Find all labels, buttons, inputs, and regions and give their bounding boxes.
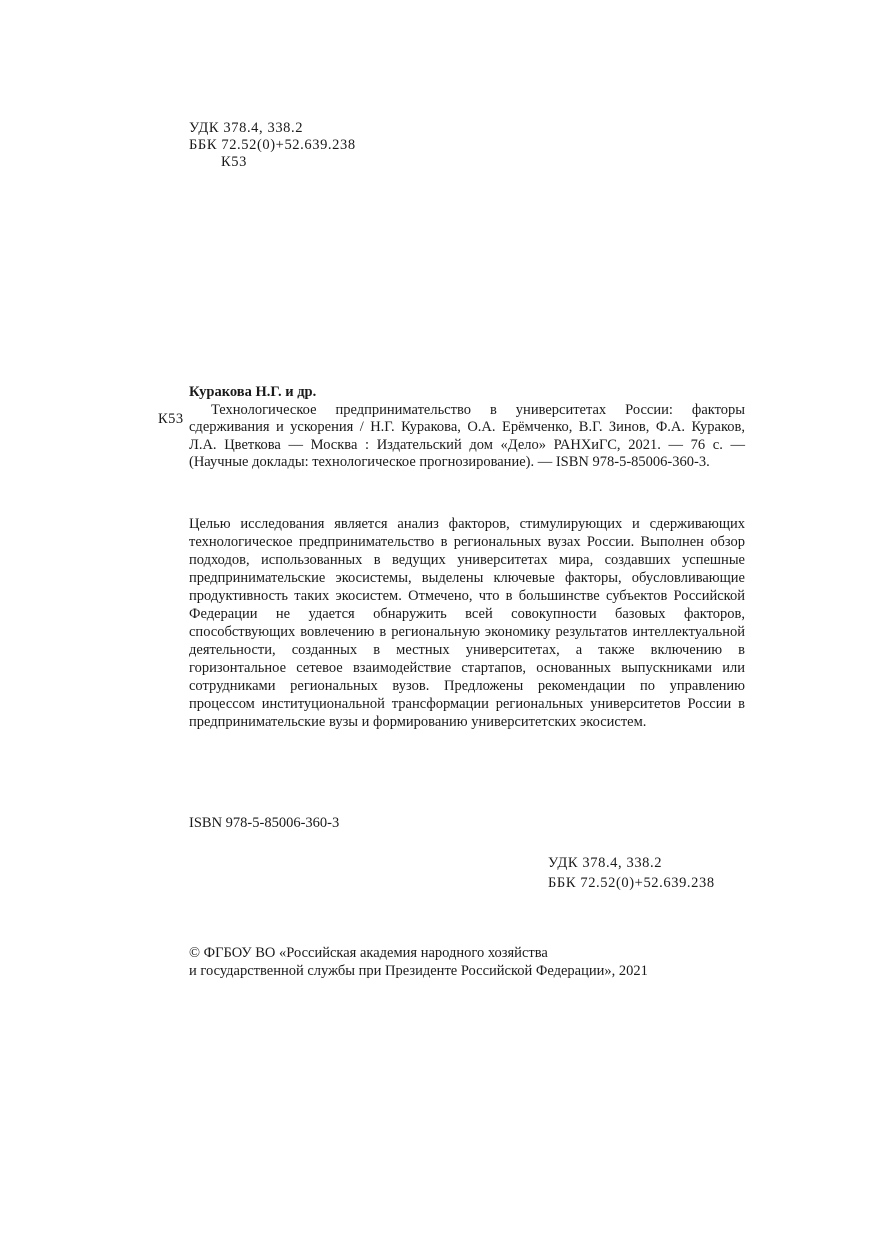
bbk-code: ББК 72.52(0)+52.639.238 [189, 137, 356, 153]
copyright-notice [189, 944, 648, 980]
isbn-line: ISBN 978-5-85006-360-3 [189, 815, 340, 831]
side-author-mark: К53 [158, 411, 184, 427]
classification-codes-top [189, 120, 356, 171]
author-mark: К53 [221, 154, 247, 170]
copyright-line-2: и государственной службы при Президенте Российской Федерации», 2021 [189, 963, 648, 979]
classification-codes-bottom [548, 853, 715, 893]
copyright-line-1: © ФГБОУ ВО «Российская академия народного хозяйства [189, 945, 548, 961]
bibliographic-record [189, 384, 745, 472]
author-line: Куракова Н.Г. и др. [189, 384, 317, 400]
bbk-code-bottom: ББК 72.52(0)+52.639.238 [548, 875, 715, 891]
abstract-paragraph: Целью исследования является анализ факторов, стимулирующих и сдерживающих технологическое предпринимательство в региональных вузах России. Выполнен обзор подходов, использованных в ведущих университетах мира, создавших успешные предпринимательские экосистемы, выделены ключевые факторы, обусловливающие продуктивность таких экосистем. Отмечено, что в большинстве субъектов Российской Федерации не удается обнаружить всей совокупности базовых факторов, способствующих вовлечению в региональную экономику результатов интеллектуальной деятельности, созданных в местных университетах, а также включению в горизонтальное сетевое взаимодействие стартапов, основанных выпускниками или сотрудниками региональных вузов. Предложены рекомендации по управлению процессом институциональной трансформации региональных университетов России в предпринимательские вузы и формированию университетских экосистем. [189, 516, 745, 730]
bibliographic-description: Технологическое предпринимательство в университетах России: факторы сдерживания и ускорения / Н.Г. Куракова, О.А. Ерёмченко, В.Г. Зинов, Ф.А. Кураков, Л.А. Цветкова — Москва : Издательский дом «Дело» РАНХиГС, 2021. — 76 с. — (Научные доклады: технологическое прогнозирование). — ISBN 978-5-85006-360-3. [189, 401, 745, 470]
udk-code: УДК 378.4, 338.2 [189, 120, 304, 136]
udk-code-bottom: УДК 378.4, 338.2 [548, 855, 663, 871]
